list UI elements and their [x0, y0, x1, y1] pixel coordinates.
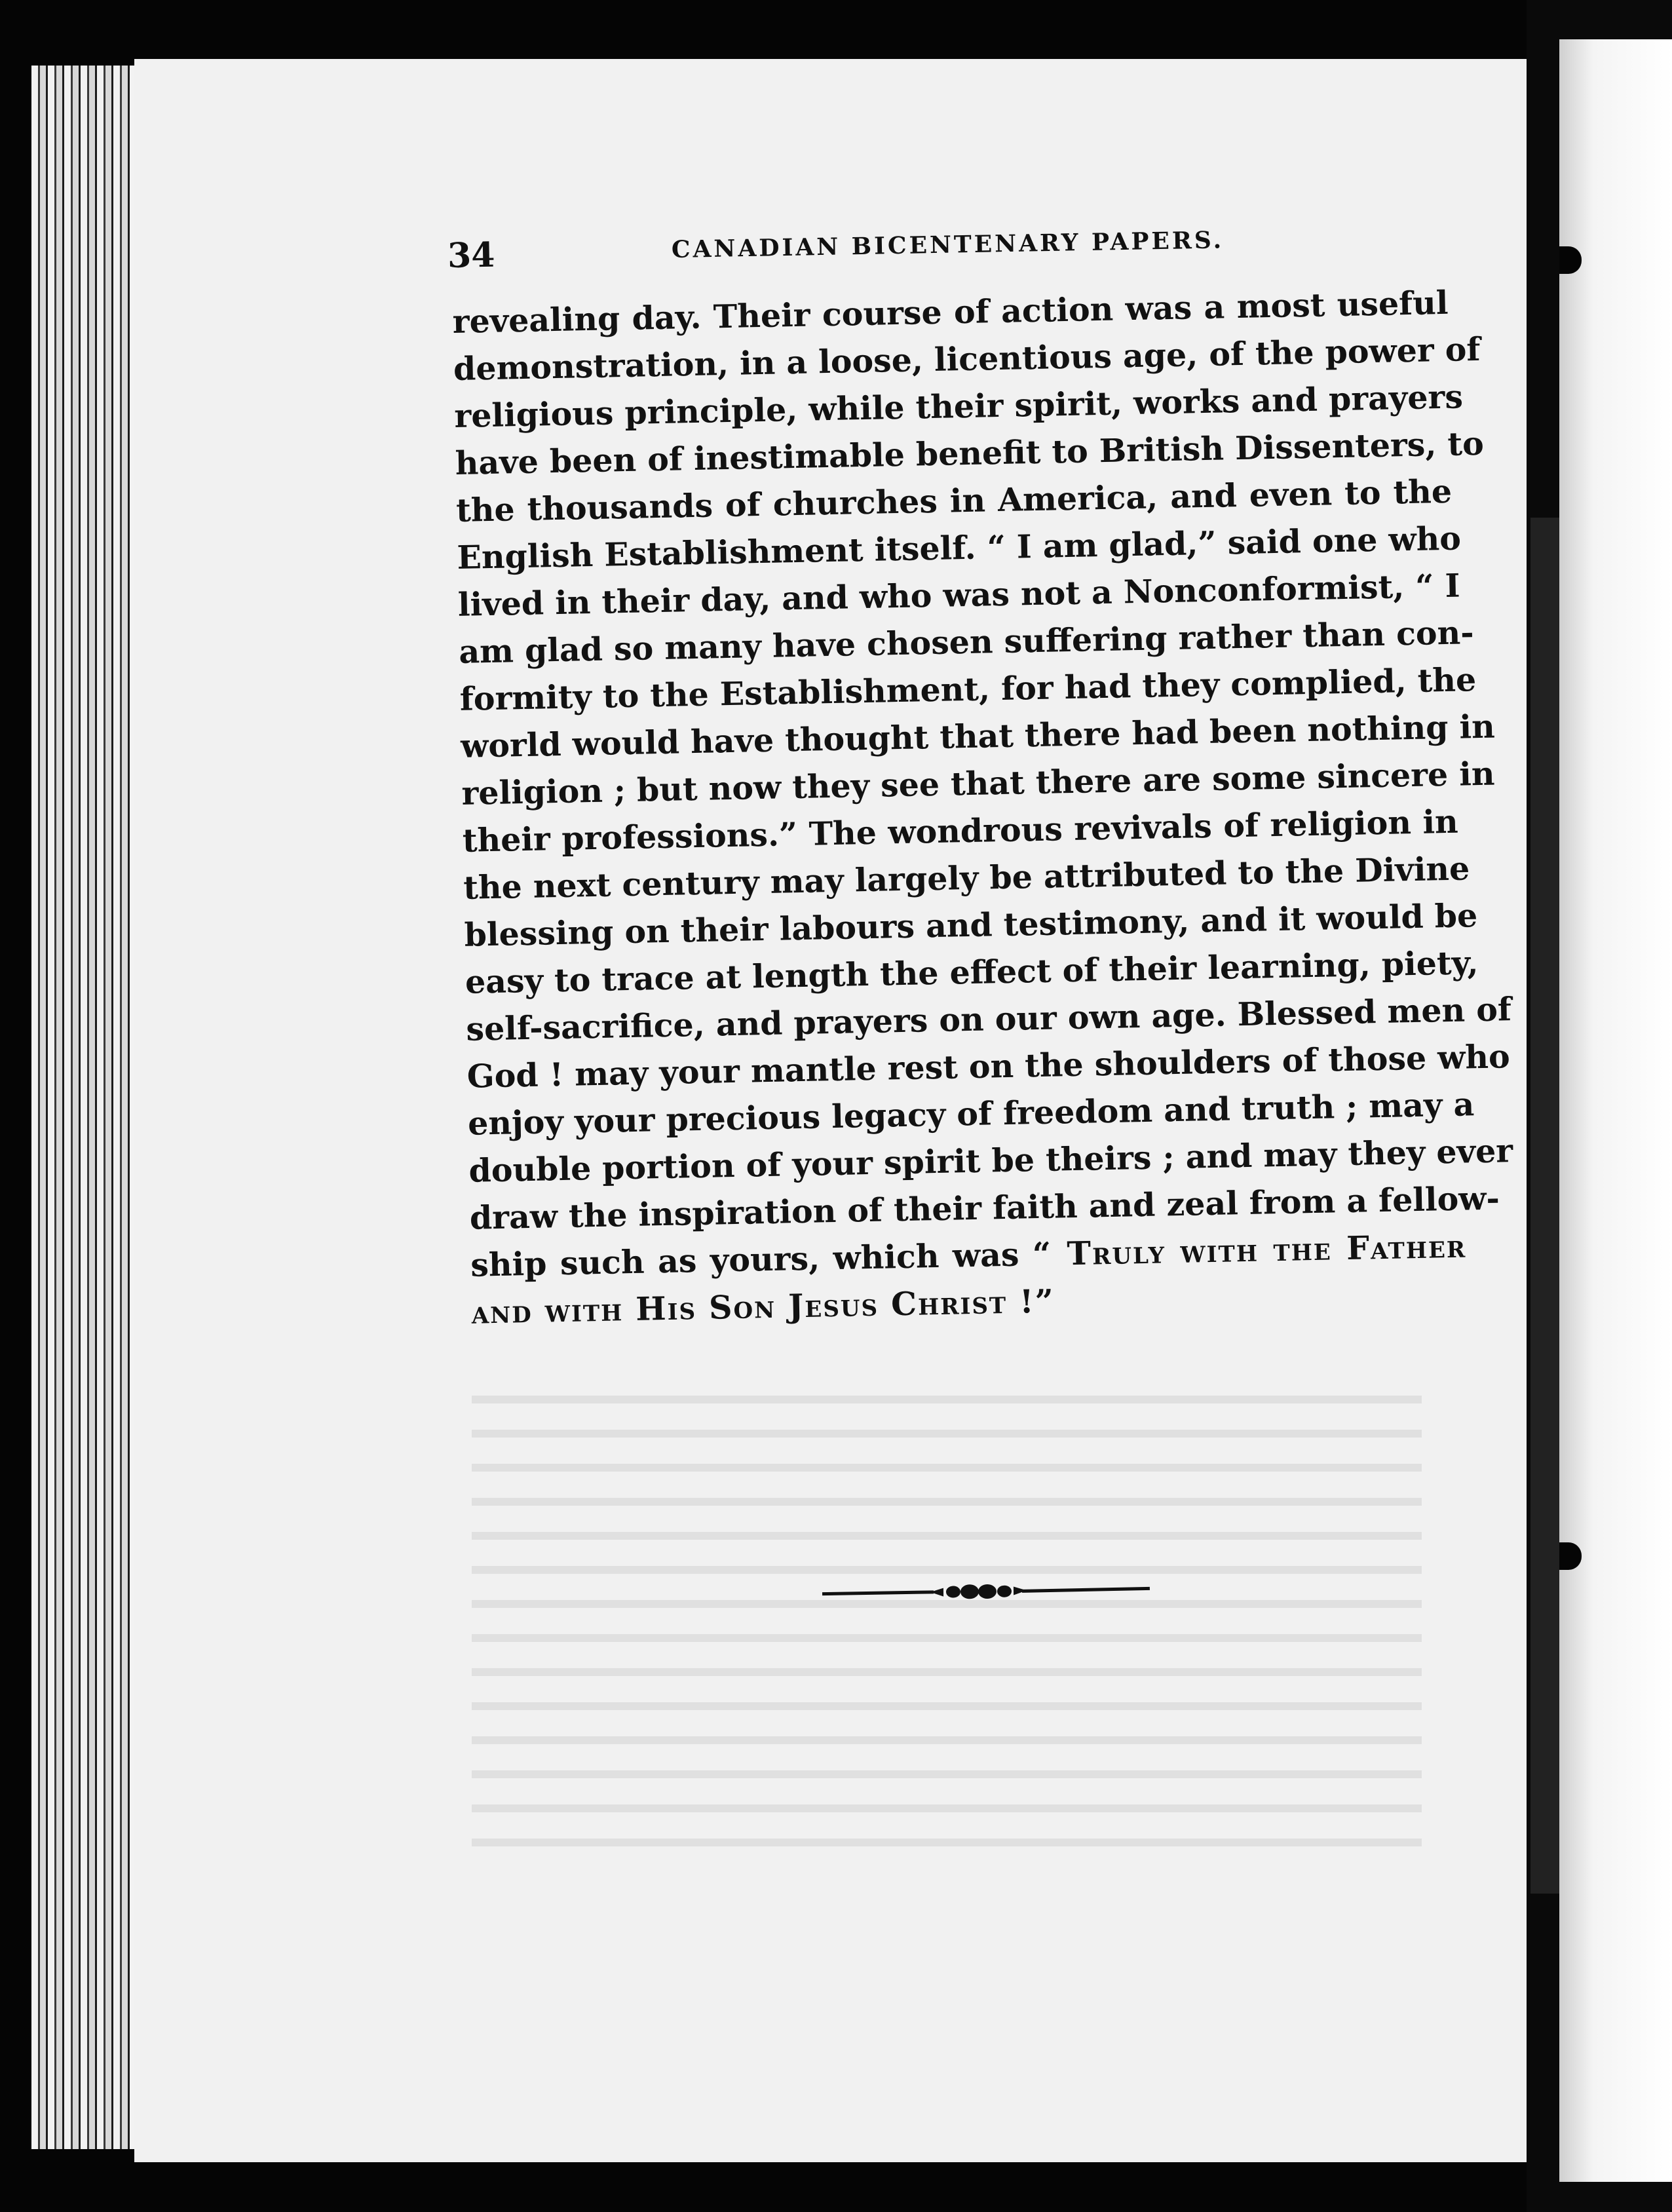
- small-caps-quote-end: and with His Son Jesus Christ !”: [471, 1282, 1055, 1331]
- text-line: the thousands of churches in America, and even to the: [455, 472, 1453, 529]
- facing-page-edge: [1559, 39, 1672, 2182]
- ornament-dot: [978, 1584, 997, 1599]
- text-line: revealing day. Their course of action was a most useful: [452, 283, 1449, 341]
- text-line: easy to trace at length the effect of their learning, piety,: [465, 944, 1479, 1001]
- text-line: lived in their day, and who was not a Nonconformist, “ I: [457, 566, 1461, 624]
- text-line: the next century may largely be attributed to the Divine: [463, 849, 1470, 907]
- text-line: religious principle, while their spirit, works and prayers: [453, 377, 1464, 435]
- page-number: 34: [447, 235, 495, 276]
- ornament-dot: [960, 1584, 979, 1599]
- running-head: CANADIAN BICENTENARY PAPERS.: [671, 226, 1225, 264]
- text-line: blessing on their labours and testimony, and it would be: [464, 896, 1478, 954]
- text-line: religion ; but now they see that there are some sincere in: [461, 754, 1495, 812]
- bleed-through-text: [472, 1369, 1422, 1861]
- text-line: demonstration, in a loose, licentious age, of the power of: [453, 330, 1481, 388]
- ornament-line-left: [822, 1592, 934, 1594]
- body-paragraph: [452, 279, 1513, 1336]
- text-line: God ! may your mantle rest on the shoulders of those who: [466, 1037, 1511, 1096]
- text-line: their professions.” The wondrous revivals of religion in: [462, 802, 1459, 860]
- text-line: am glad so many have chosen suffering rather than con-: [458, 613, 1475, 671]
- text-line: English Establishment itself. “ I am glad,” said one who: [457, 519, 1462, 577]
- small-caps-quote: “ Truly with the Father: [1032, 1227, 1467, 1274]
- ornament-dot: [997, 1586, 1012, 1597]
- text-line: formity to the Establishment, for had they complied, the: [459, 660, 1477, 718]
- text-line: world would have thought that there had been nothing in: [460, 707, 1496, 765]
- book-page-edges: [31, 66, 143, 2149]
- ornament-line-right: [1022, 1588, 1150, 1591]
- text-line: have been of inestimable benefit to British Dissenters, to: [455, 424, 1485, 482]
- text-line: enjoy your precious legacy of freedom and truth ; may a: [467, 1085, 1475, 1143]
- text-line-start: ship such as yours, which was: [470, 1235, 1033, 1284]
- ornamental-rule: [822, 1577, 1150, 1607]
- ornament-dot: [946, 1586, 960, 1597]
- binding-shadow: [1530, 518, 1559, 1894]
- text-line: self-sacrifice, and prayers on our own age. Blessed men of: [465, 990, 1512, 1048]
- text-line: draw the inspiration of their faith and zeal from a fellow-: [469, 1179, 1500, 1237]
- text-line: double portion of your spirit be theirs ; and may they ever: [468, 1132, 1513, 1190]
- ornament-arrow-left: [930, 1588, 943, 1597]
